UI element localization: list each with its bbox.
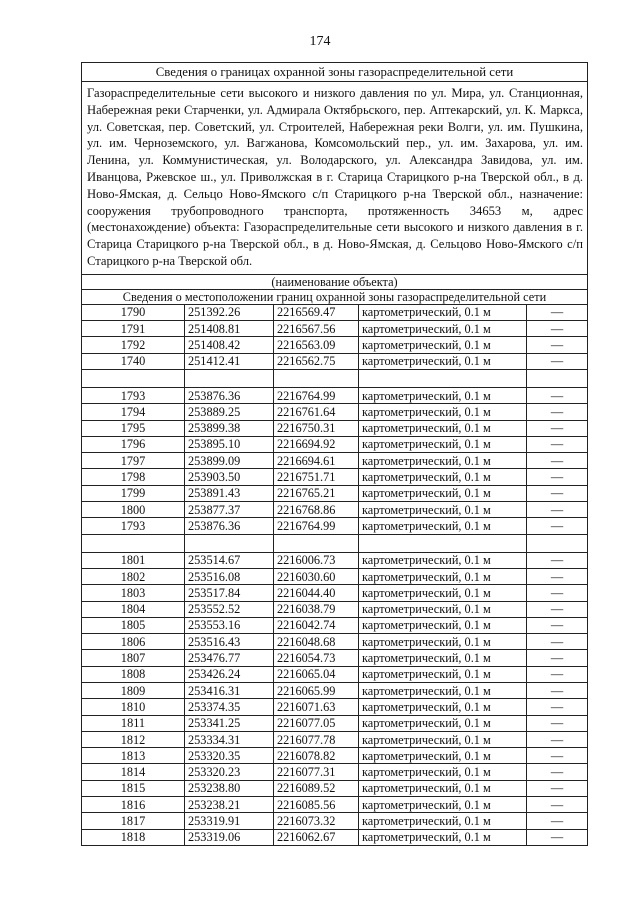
coord-x: 253374.35 xyxy=(185,699,274,715)
coord-x: 253553.16 xyxy=(185,617,274,633)
method-accuracy: картометрический, 0.1 м xyxy=(359,469,527,485)
error-value: — xyxy=(527,485,588,501)
table-row xyxy=(82,469,588,485)
table-row xyxy=(82,748,588,764)
group-separator-row xyxy=(82,369,588,387)
table-row xyxy=(82,387,588,403)
method-accuracy: картометрический, 0.1 м xyxy=(359,404,527,420)
method-accuracy: картометрический, 0.1 м xyxy=(359,601,527,617)
method-accuracy: картометрический, 0.1 м xyxy=(359,552,527,568)
table-row xyxy=(82,813,588,829)
point-number: 1809 xyxy=(82,683,185,699)
table-row xyxy=(82,666,588,682)
coord-y: 2216065.04 xyxy=(274,666,359,682)
method-accuracy: картометрический, 0.1 м xyxy=(359,731,527,747)
table-row xyxy=(82,568,588,584)
error-value: — xyxy=(527,829,588,845)
error-value: — xyxy=(527,353,588,369)
method-accuracy: картометрический, 0.1 м xyxy=(359,764,527,780)
coord-y: 2216077.78 xyxy=(274,731,359,747)
error-value: — xyxy=(527,699,588,715)
method-accuracy: картометрический, 0.1 м xyxy=(359,518,527,534)
point-number: 1792 xyxy=(82,337,185,353)
point-number: 1806 xyxy=(82,634,185,650)
coord-x: 253889.25 xyxy=(185,404,274,420)
empty-cell xyxy=(274,369,359,387)
point-number: 1804 xyxy=(82,601,185,617)
coord-x: 253320.35 xyxy=(185,748,274,764)
error-value: — xyxy=(527,404,588,420)
point-number: 1811 xyxy=(82,715,185,731)
point-number: 1807 xyxy=(82,650,185,666)
table-row xyxy=(82,502,588,518)
coord-y: 2216077.05 xyxy=(274,715,359,731)
coord-y: 2216765.21 xyxy=(274,485,359,501)
table-row xyxy=(82,321,588,337)
table-row xyxy=(82,436,588,452)
table-row xyxy=(82,617,588,633)
method-accuracy: картометрический, 0.1 м xyxy=(359,797,527,813)
empty-cell xyxy=(527,534,588,552)
method-accuracy: картометрический, 0.1 м xyxy=(359,485,527,501)
point-number: 1814 xyxy=(82,764,185,780)
error-value: — xyxy=(527,304,588,320)
coord-y: 2216694.61 xyxy=(274,453,359,469)
method-accuracy: картометрический, 0.1 м xyxy=(359,829,527,845)
table-row xyxy=(82,829,588,845)
point-number: 1808 xyxy=(82,666,185,682)
coord-x: 253516.08 xyxy=(185,568,274,584)
table-row xyxy=(82,453,588,469)
coord-y: 2216089.52 xyxy=(274,780,359,796)
point-number: 1793 xyxy=(82,387,185,403)
group-separator-row xyxy=(82,534,588,552)
error-value: — xyxy=(527,469,588,485)
point-number: 1799 xyxy=(82,485,185,501)
coord-x: 253899.09 xyxy=(185,453,274,469)
error-value: — xyxy=(527,731,588,747)
error-value: — xyxy=(527,797,588,813)
coord-y: 2216750.31 xyxy=(274,420,359,436)
point-number: 1818 xyxy=(82,829,185,845)
table-row xyxy=(82,699,588,715)
point-number: 1810 xyxy=(82,699,185,715)
error-value: — xyxy=(527,748,588,764)
coord-y: 2216078.82 xyxy=(274,748,359,764)
coord-x: 253238.80 xyxy=(185,780,274,796)
coord-y: 2216761.64 xyxy=(274,404,359,420)
error-value: — xyxy=(527,518,588,534)
coord-y: 2216567.56 xyxy=(274,321,359,337)
page-number: 174 xyxy=(309,34,331,49)
point-number: 1795 xyxy=(82,420,185,436)
error-value: — xyxy=(527,634,588,650)
error-value: — xyxy=(527,683,588,699)
table-row xyxy=(82,715,588,731)
table-row xyxy=(82,764,588,780)
table-row xyxy=(82,337,588,353)
method-accuracy: картометрический, 0.1 м xyxy=(359,666,527,682)
coord-x: 253238.21 xyxy=(185,797,274,813)
coord-y: 2216044.40 xyxy=(274,585,359,601)
method-accuracy: картометрический, 0.1 м xyxy=(359,420,527,436)
coord-x: 253891.43 xyxy=(185,485,274,501)
section-title: Сведения о границах охранной зоны газораспределительной сети xyxy=(82,63,588,82)
method-accuracy: картометрический, 0.1 м xyxy=(359,715,527,731)
empty-cell xyxy=(82,369,185,387)
coord-y: 2216048.68 xyxy=(274,634,359,650)
coord-x: 253895.10 xyxy=(185,436,274,452)
table-row xyxy=(82,485,588,501)
coord-x: 251412.41 xyxy=(185,353,274,369)
coord-x: 251408.81 xyxy=(185,321,274,337)
object-description: Газораспределительные сети высокого и низкого давления по ул. Мира, ул. Станционная, Набережная реки Старченки, ул. Адмирала Октябрьского, пер. Аптекарский, ул. К. Маркса, ул. Советская, пер. Советский, ул. Строителей, Набережная реки Волги, ул. им. Пушкина, ул. им. Черноземского, ул. Вагжанова, Комсомольский пер., ул. им. Захарова, ул. им. Ленина, ул. Коммунистическая, ул. Володарского, ул. Александра Завидова, ул. им. Иванцова, Ржевское ш., ул. Приволжская в г. Старица Старицкого р-на Тверской обл., в д. Ново-Ямская, д. Сельцо Ново-Ямского с/п Старицкого р-на Тверской обл., назначение: сооружения трубопроводного транспорта, протяженность 34653 м, адрес (местонахождение) объекта: Газораспределительные сети высокого и низкого давления в г. Старица Старицкого р-на Тверской обл., в д. Ново-Ямская, д. Сельцово Ново-Ямского с/п Старицкого р-на Тверской обл. xyxy=(82,82,588,275)
method-accuracy: картометрический, 0.1 м xyxy=(359,748,527,764)
point-number: 1812 xyxy=(82,731,185,747)
coord-x: 253877.37 xyxy=(185,502,274,518)
coord-x: 253341.25 xyxy=(185,715,274,731)
coord-y: 2216073.32 xyxy=(274,813,359,829)
table-row xyxy=(82,731,588,747)
empty-cell xyxy=(359,369,527,387)
table-row xyxy=(82,420,588,436)
empty-cell xyxy=(82,534,185,552)
error-value: — xyxy=(527,436,588,452)
method-accuracy: картометрический, 0.1 м xyxy=(359,634,527,650)
coord-y: 2216768.86 xyxy=(274,502,359,518)
point-number: 1801 xyxy=(82,552,185,568)
method-accuracy: картометрический, 0.1 м xyxy=(359,387,527,403)
error-value: — xyxy=(527,552,588,568)
table-row xyxy=(82,650,588,666)
coord-x: 253516.43 xyxy=(185,634,274,650)
method-accuracy: картометрический, 0.1 м xyxy=(359,436,527,452)
point-number: 1802 xyxy=(82,568,185,584)
coord-x: 253319.91 xyxy=(185,813,274,829)
empty-cell xyxy=(527,369,588,387)
error-value: — xyxy=(527,601,588,617)
coord-x: 253334.31 xyxy=(185,731,274,747)
error-value: — xyxy=(527,585,588,601)
error-value: — xyxy=(527,715,588,731)
method-accuracy: картометрический, 0.1 м xyxy=(359,683,527,699)
coord-x: 253320.23 xyxy=(185,764,274,780)
coord-y: 2216065.99 xyxy=(274,683,359,699)
error-value: — xyxy=(527,666,588,682)
coord-y: 2216071.63 xyxy=(274,699,359,715)
point-number: 1790 xyxy=(82,304,185,320)
table-row xyxy=(82,601,588,617)
method-accuracy: картометрический, 0.1 м xyxy=(359,650,527,666)
method-accuracy: картометрический, 0.1 м xyxy=(359,813,527,829)
point-number: 1816 xyxy=(82,797,185,813)
coord-y: 2216062.67 xyxy=(274,829,359,845)
point-number: 1803 xyxy=(82,585,185,601)
error-value: — xyxy=(527,813,588,829)
table-row xyxy=(82,634,588,650)
empty-cell xyxy=(359,534,527,552)
point-number: 1740 xyxy=(82,353,185,369)
point-number: 1817 xyxy=(82,813,185,829)
point-number: 1813 xyxy=(82,748,185,764)
error-value: — xyxy=(527,780,588,796)
point-number: 1805 xyxy=(82,617,185,633)
coord-y: 2216694.92 xyxy=(274,436,359,452)
error-value: — xyxy=(527,321,588,337)
coord-x: 251408.42 xyxy=(185,337,274,353)
location-title: Сведения о местоположении границ охранной зоны газораспределительной сети xyxy=(82,289,588,304)
coord-y: 2216764.99 xyxy=(274,518,359,534)
point-number: 1815 xyxy=(82,780,185,796)
method-accuracy: картометрический, 0.1 м xyxy=(359,304,527,320)
error-value: — xyxy=(527,337,588,353)
table-row xyxy=(82,683,588,699)
table-row xyxy=(82,585,588,601)
table-row xyxy=(82,552,588,568)
method-accuracy: картометрический, 0.1 м xyxy=(359,585,527,601)
empty-cell xyxy=(185,534,274,552)
error-value: — xyxy=(527,650,588,666)
error-value: — xyxy=(527,617,588,633)
point-number: 1793 xyxy=(82,518,185,534)
table-row xyxy=(82,404,588,420)
point-number: 1796 xyxy=(82,436,185,452)
method-accuracy: картометрический, 0.1 м xyxy=(359,321,527,337)
method-accuracy: картометрический, 0.1 м xyxy=(359,502,527,518)
table-row xyxy=(82,518,588,534)
method-accuracy: картометрический, 0.1 м xyxy=(359,617,527,633)
object-name-caption: (наименование объекта) xyxy=(82,274,588,289)
coord-y: 2216042.74 xyxy=(274,617,359,633)
table-row xyxy=(82,353,588,369)
point-number: 1798 xyxy=(82,469,185,485)
coord-y: 2216751.71 xyxy=(274,469,359,485)
coord-x: 253899.38 xyxy=(185,420,274,436)
coord-x: 253876.36 xyxy=(185,387,274,403)
coord-x: 253416.31 xyxy=(185,683,274,699)
coord-y: 2216563.09 xyxy=(274,337,359,353)
table-row xyxy=(82,797,588,813)
coord-x: 253552.52 xyxy=(185,601,274,617)
point-number: 1797 xyxy=(82,453,185,469)
coord-x: 253426.24 xyxy=(185,666,274,682)
error-value: — xyxy=(527,764,588,780)
coord-y: 2216562.75 xyxy=(274,353,359,369)
error-value: — xyxy=(527,387,588,403)
table-row xyxy=(82,304,588,320)
error-value: — xyxy=(527,502,588,518)
empty-cell xyxy=(185,369,274,387)
coord-y: 2216054.73 xyxy=(274,650,359,666)
coord-y: 2216569.47 xyxy=(274,304,359,320)
coord-x: 253903.50 xyxy=(185,469,274,485)
coord-y: 2216077.31 xyxy=(274,764,359,780)
error-value: — xyxy=(527,568,588,584)
coord-x: 253517.84 xyxy=(185,585,274,601)
point-number: 1794 xyxy=(82,404,185,420)
table-row xyxy=(82,780,588,796)
coord-x: 253319.06 xyxy=(185,829,274,845)
empty-cell xyxy=(274,534,359,552)
error-value: — xyxy=(527,420,588,436)
coord-x: 253476.77 xyxy=(185,650,274,666)
method-accuracy: картометрический, 0.1 м xyxy=(359,353,527,369)
error-value: — xyxy=(527,453,588,469)
coord-x: 253876.36 xyxy=(185,518,274,534)
coord-y: 2216030.60 xyxy=(274,568,359,584)
coord-y: 2216764.99 xyxy=(274,387,359,403)
method-accuracy: картометрический, 0.1 м xyxy=(359,699,527,715)
coord-y: 2216038.79 xyxy=(274,601,359,617)
method-accuracy: картометрический, 0.1 м xyxy=(359,780,527,796)
coord-y: 2216085.56 xyxy=(274,797,359,813)
method-accuracy: картометрический, 0.1 м xyxy=(359,453,527,469)
coord-x: 253514.67 xyxy=(185,552,274,568)
zone-boundary-table xyxy=(81,62,588,846)
coord-y: 2216006.73 xyxy=(274,552,359,568)
method-accuracy: картометрический, 0.1 м xyxy=(359,337,527,353)
point-number: 1800 xyxy=(82,502,185,518)
point-number: 1791 xyxy=(82,321,185,337)
coord-x: 251392.26 xyxy=(185,304,274,320)
method-accuracy: картометрический, 0.1 м xyxy=(359,568,527,584)
